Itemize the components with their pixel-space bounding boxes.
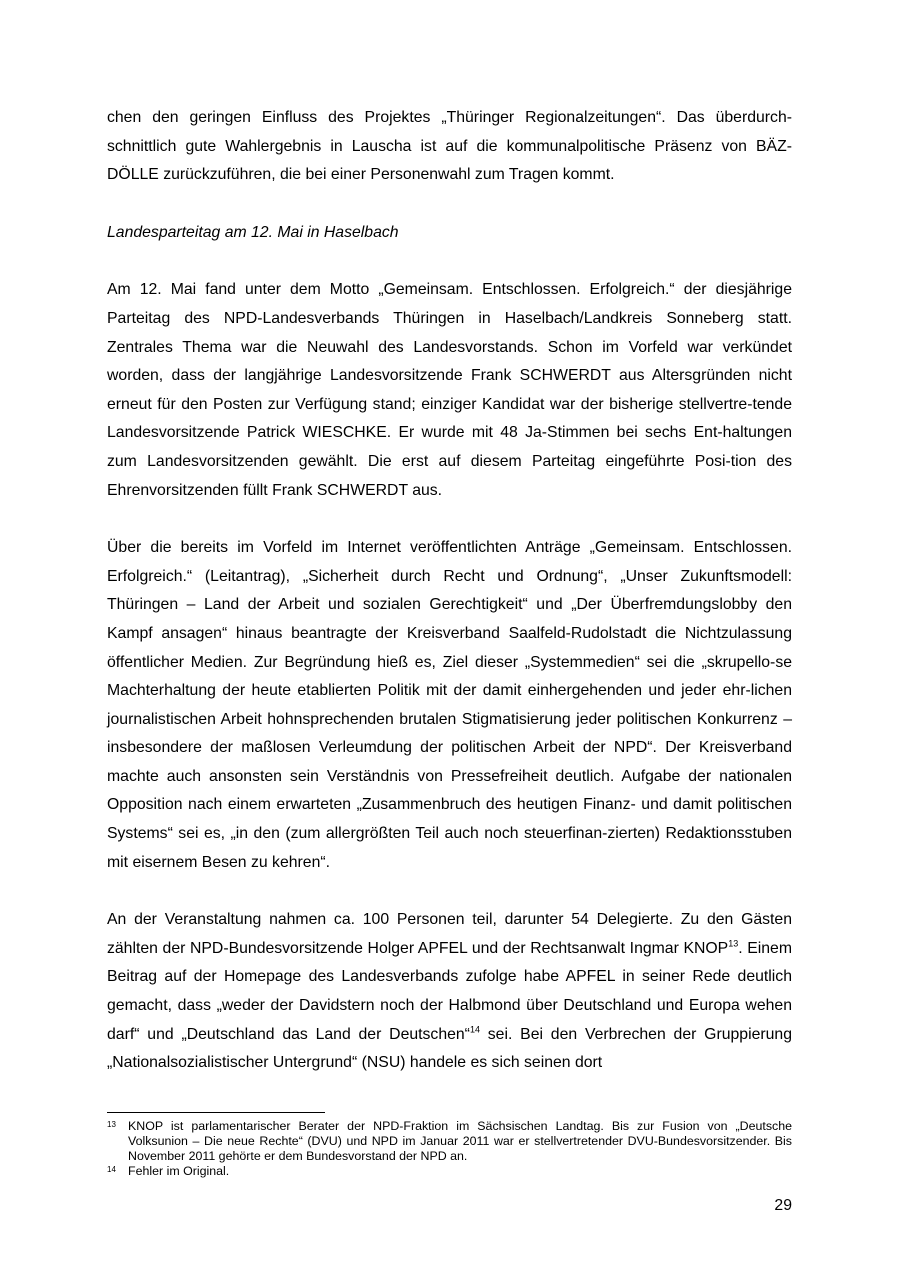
- document-body: [107, 104, 792, 1107]
- paragraph-2: Am 12. Mai fand unter dem Motto „Gemeinsam. Entschlossen. Erfolgreich.“ der diesjährige Parteitag des NPD-Landesverbands Thüringen in Haselbach/Landkreis Sonneberg statt. Zentrales Thema war die Neuwahl des Landesvorstands. Schon im Vorfeld war verkündet worden, dass der langjährige Landesvorsitzende Frank SCHWERDT aus Altersgründen nicht erneut für den Posten zur Verfügung stand; einziger Kandidat war der bisherige stellvertre-tende Landesvorsitzende Patrick WIESCHKE. Er wurde mit 48 Ja-Stimmen bei sechs Ent-haltungen zum Landesvorsitzenden gewählt. Die erst auf diesem Parteitag eingeführte Posi-tion des Ehrenvorsitzenden füllt Frank SCHWERDT aus.: [107, 281, 792, 499]
- footnotes: [107, 1112, 792, 1179]
- footnote-number: 13: [107, 1120, 116, 1129]
- footnote-ref-14[interactable]: 14: [469, 1024, 480, 1035]
- footnote-text: KNOP ist parlamentarischer Berater der NPD-Fraktion im Sächsischen Landtag. Bis zur Fusion von „Deutsche Volksunion – Die neue Rechte“ (DVU) und NPD im Januar 2011 war er stellvertretender DVU-Bundesvorsitzender. Bis November 2011 gehörte er dem Bundesvorstand der NPD an.: [128, 1119, 792, 1163]
- paragraph-4: [107, 906, 792, 1078]
- page-number: 29: [774, 1197, 792, 1214]
- paragraph-1: chen den geringen Einfluss des Projektes „Thüringer Regionalzeitungen“. Das überdurch-schnittlich gute Wahlergebnis in Lauscha ist auf die kommunalpolitische Präsenz von BÄZ-DÖLLE zurückzuführen, die bei einer Personenwahl zum Tragen kommt.: [107, 109, 792, 184]
- footnote-ref-13[interactable]: 13: [728, 938, 739, 949]
- paragraph-4-text-3: sei. Bei den Verbrechen der Gruppierung „Nationalsozialistischer Untergrund“ (NSU) handele es sich seinen dort: [107, 1025, 792, 1072]
- paragraph-4-text-1: An der Veranstaltung nahmen ca. 100 Personen teil, darunter 54 Delegierte. Zu den Gästen zählten der NPD-Bundesvorsitzende Holger APFEL und der Rechtsanwalt Ingmar KNOP: [107, 911, 792, 957]
- footnote-separator: [107, 1112, 325, 1113]
- paragraph-3: Über die bereits im Vorfeld im Internet veröffentlichten Anträge „Gemeinsam. Entschlossen. Erfolgreich.“ (Leitantrag), „Sicherheit durch Recht und Ordnung“, „Unser Zukunftsmodell: Thüringen – Land der Arbeit und sozialen Gerechtigkeit“ und „Der Überfremdungslobby den Kampf ansagen“ hinaus beantragte der Kreisverband Saalfeld-Rudolstadt die Nichtzulassung öffentlicher Medien. Zur Begründung hieß es, Ziel dieser „Systemmedien“ sei die „skrupello-se Machterhaltung der heute etablierten Politik mit der damit einhergehenden und jeder ehr-lichen journalistischen Arbeit hohnsprechenden brutalen Stigmatisierung jeder politischen Konkurrenz – insbesondere der maßlosen Verleumdung der politischen Arbeit der NPD“. Der Kreisverband machte auch ansonsten sein Verständnis von Pressefreiheit deutlich. Aufgabe der nationalen Opposition nach einem erwarteten „Zusammenbruch des heutigen Finanz- und damit politischen Systems“ sei es, „in den (zum allergrößten Teil auch noch steuerfinan-zierten) Redaktionsstuben mit eisernem Besen zu kehren“.: [107, 539, 792, 871]
- footnote-text: Fehler im Original.: [128, 1164, 230, 1178]
- paragraph-4-text-2: . Einem Beitrag auf der Homepage des Landesverbands zufolge habe APFEL in seiner Rede deutlich gemacht, dass „weder der Davidstern noch der Halbmond über Deutschland und Europa wehen darf“ und „Deutschland das Land der Deutschen“: [107, 939, 792, 1043]
- footnote-number: 14: [107, 1165, 116, 1174]
- footnote-13: [107, 1119, 792, 1164]
- section-heading: Landesparteitag am 12. Mai in Haselbach: [107, 223, 399, 241]
- footnote-14: [107, 1164, 792, 1179]
